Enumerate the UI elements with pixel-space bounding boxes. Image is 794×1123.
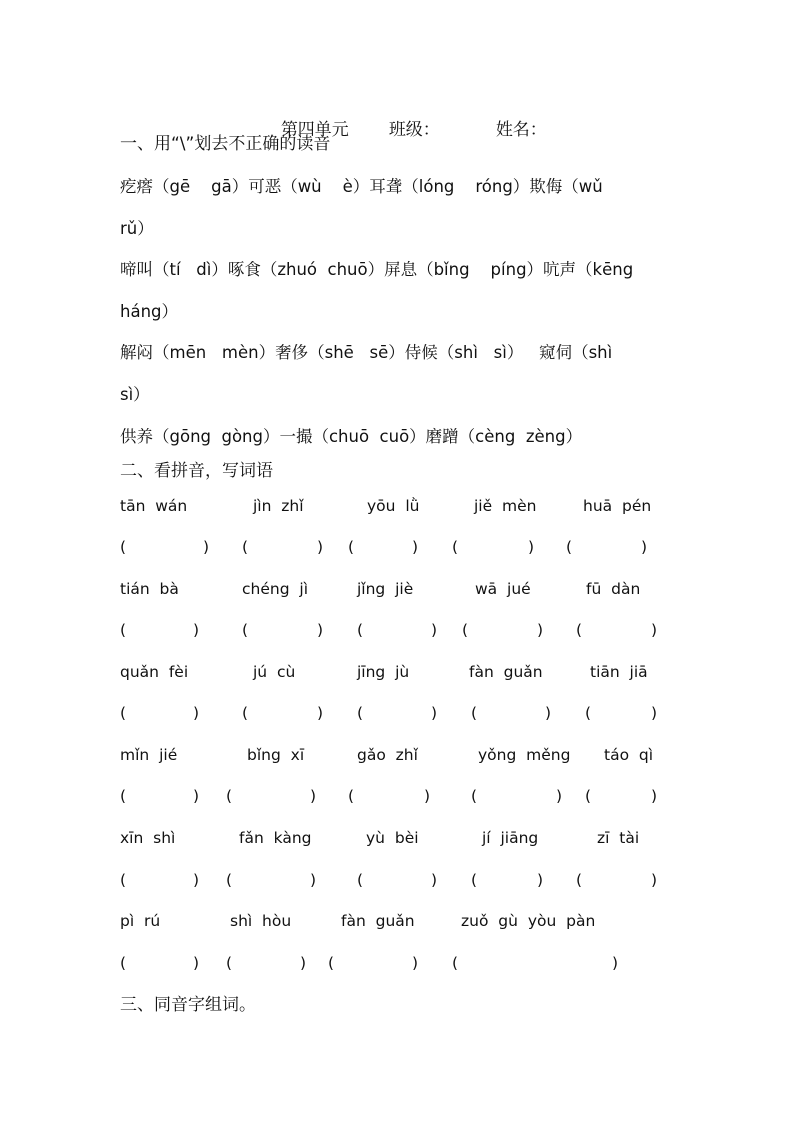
answer-blank-close: ) — [431, 621, 438, 639]
answer-blank-close: ) — [317, 538, 324, 556]
answer-blank-close: ) — [537, 871, 544, 889]
answer-blank-close: ) — [310, 871, 317, 889]
answer-blank-open[interactable]: ( — [348, 538, 355, 556]
answer-blank-open[interactable]: ( — [585, 704, 592, 722]
pinyin-item: jìn zhǐ — [253, 497, 304, 515]
answer-blank-open[interactable]: ( — [471, 704, 478, 722]
pinyin-item: tiān jiā — [590, 663, 648, 681]
pinyin-item: huā pén — [583, 497, 652, 515]
answer-blank-close: ) — [641, 538, 648, 556]
answer-blank-close: ) — [310, 787, 317, 805]
answer-blank-close: ) — [317, 621, 324, 639]
answer-blank-close: ) — [317, 704, 324, 722]
pinyin-item: fàn guǎn — [341, 912, 415, 930]
answer-blank-open[interactable]: ( — [120, 621, 127, 639]
section1-line-1: 疙瘩（gē gā）可恶（wù è）耳聋（lóng róng）欺侮（wǔ — [120, 177, 603, 196]
answer-blank-close: ) — [300, 954, 307, 972]
pinyin-item: pì rú — [120, 912, 161, 930]
answer-blank-open[interactable]: ( — [471, 871, 478, 889]
answer-blank-open[interactable]: ( — [576, 621, 583, 639]
pinyin-item: yǒng měng — [478, 746, 571, 764]
answer-blank-open[interactable]: ( — [585, 787, 592, 805]
answer-blank-close: ) — [431, 871, 438, 889]
answer-blank-close: ) — [424, 787, 431, 805]
answer-blank-open[interactable]: ( — [242, 704, 249, 722]
pinyin-item: fū dàn — [586, 580, 641, 598]
pinyin-item: jǐng jiè — [357, 580, 414, 598]
answer-blank-close: ) — [193, 621, 200, 639]
section1-line-5: 解闷（mēn mèn）奢侈（shē sē）侍候（shì sì） 窥伺（shì — [120, 343, 613, 362]
section1-line-3: 啼叫（tí dì）啄食（zhuó chuō）屏息（bǐng píng）吭声（kēng — [120, 260, 634, 279]
pinyin-item: yōu lǜ — [367, 497, 420, 515]
answer-blank-close: ) — [193, 704, 200, 722]
answer-blank-close: ) — [193, 871, 200, 889]
pinyin-item: jí jiāng — [482, 829, 539, 847]
answer-blank-open[interactable]: ( — [120, 787, 127, 805]
answer-blank-close: ) — [556, 787, 563, 805]
pinyin-item: zuǒ gù yòu pàn — [461, 912, 596, 930]
answer-blank-open[interactable]: ( — [357, 704, 364, 722]
answer-blank-open[interactable]: ( — [452, 954, 459, 972]
section3-heading: 三、同音字组词。 — [120, 995, 256, 1015]
answer-blank-open[interactable]: ( — [120, 704, 127, 722]
answer-blank-open[interactable]: ( — [120, 871, 127, 889]
section2-heading: 二、看拼音，写词语 — [120, 461, 273, 481]
pinyin-item: jīng jù — [357, 663, 410, 681]
answer-blank-open[interactable]: ( — [452, 538, 459, 556]
answer-blank-open[interactable]: ( — [328, 954, 335, 972]
pinyin-item: gǎo zhǐ — [357, 746, 418, 764]
pinyin-item: tān wán — [120, 497, 188, 515]
answer-blank-close: ) — [193, 954, 200, 972]
answer-blank-open[interactable]: ( — [242, 538, 249, 556]
answer-blank-open[interactable]: ( — [226, 787, 233, 805]
answer-blank-open[interactable]: ( — [226, 871, 233, 889]
pinyin-item: táo qì — [604, 746, 654, 764]
answer-blank-open[interactable]: ( — [471, 787, 478, 805]
section1-line-4: háng） — [120, 302, 178, 321]
answer-blank-open[interactable]: ( — [357, 621, 364, 639]
pinyin-item: bǐng xī — [247, 746, 305, 764]
answer-blank-close: ) — [612, 954, 619, 972]
answer-blank-open[interactable]: ( — [120, 954, 127, 972]
pinyin-item: fǎn kàng — [239, 829, 312, 847]
section1-line-2: rǔ） — [120, 219, 154, 238]
pinyin-item: mǐn jié — [120, 746, 178, 764]
answer-blank-open[interactable]: ( — [576, 871, 583, 889]
unit-title: 第四单元 — [280, 120, 349, 140]
class-label: 班级： — [388, 120, 440, 140]
pinyin-item: xīn shì — [120, 829, 176, 847]
pinyin-item: chéng jì — [242, 580, 309, 598]
answer-blank-open[interactable]: ( — [120, 538, 127, 556]
answer-blank-close: ) — [651, 787, 658, 805]
answer-blank-open[interactable]: ( — [357, 871, 364, 889]
pinyin-item: zī tài — [597, 829, 640, 847]
answer-blank-close: ) — [431, 704, 438, 722]
pinyin-item: jú cù — [253, 663, 296, 681]
answer-blank-close: ) — [193, 787, 200, 805]
pinyin-item: fàn guǎn — [469, 663, 543, 681]
answer-blank-open[interactable]: ( — [242, 621, 249, 639]
answer-blank-close: ) — [528, 538, 535, 556]
answer-blank-close: ) — [651, 704, 658, 722]
section1-line-7: 供养（gōng gòng）一撮（chuō cuō）磨蹭（cèng zèng） — [120, 427, 583, 446]
pinyin-item: quǎn fèi — [120, 663, 189, 681]
answer-blank-open[interactable]: ( — [226, 954, 233, 972]
pinyin-item: jiě mèn — [474, 497, 537, 515]
answer-blank-close: ) — [545, 704, 552, 722]
answer-blank-close: ) — [651, 871, 658, 889]
answer-blank-close: ) — [651, 621, 658, 639]
answer-blank-open[interactable]: ( — [462, 621, 469, 639]
section1-heading: 一、用“\”划去不正确的读音 — [120, 134, 331, 154]
name-label: 姓名： — [495, 120, 547, 140]
pinyin-item: yù bèi — [366, 829, 419, 847]
pinyin-item: wā jué — [475, 580, 531, 598]
section1-line-6: sì） — [120, 385, 150, 404]
answer-blank-close: ) — [412, 954, 419, 972]
pinyin-item: shì hòu — [230, 912, 292, 930]
pinyin-item: tián bà — [120, 580, 179, 598]
answer-blank-close: ) — [203, 538, 210, 556]
answer-blank-open[interactable]: ( — [566, 538, 573, 556]
answer-blank-close: ) — [412, 538, 419, 556]
answer-blank-close: ) — [537, 621, 544, 639]
answer-blank-open[interactable]: ( — [348, 787, 355, 805]
